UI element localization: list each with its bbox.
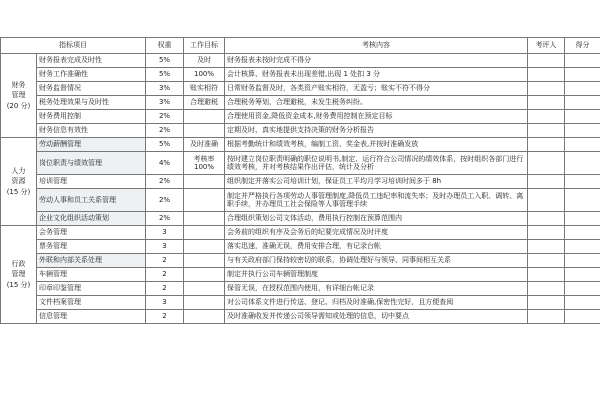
cell-score[interactable]	[565, 96, 600, 110]
cell-score[interactable]	[565, 124, 600, 138]
cell-target: 账实相符	[184, 82, 225, 96]
table-row	[1, 282, 600, 296]
cell-evaluator[interactable]	[528, 268, 565, 282]
cell-score[interactable]	[565, 82, 600, 96]
cell-score[interactable]	[565, 268, 600, 282]
header-row	[1, 38, 600, 54]
cell-weight: 3	[146, 240, 184, 254]
table-row	[1, 82, 600, 96]
cell-item: 岗位职责与绩效管理	[37, 152, 146, 175]
cell-item: 会务管理	[37, 226, 146, 240]
group-name: 人力	[11, 166, 26, 175]
cell-weight: 5%	[146, 138, 184, 152]
cell-target	[184, 268, 225, 282]
cell-evaluator[interactable]	[528, 189, 565, 212]
cell-target: 及时	[184, 54, 225, 68]
cell-content: 财务报表未按时完成不得分	[225, 54, 528, 68]
group-cell-finance	[1, 54, 37, 138]
cell-target	[184, 282, 225, 296]
group-cell-admin	[1, 226, 37, 324]
table-body	[1, 54, 600, 324]
cell-content: 对公司体系文件进行传送、登记、归档及时准确,保密性完好，且方便查阅	[225, 296, 528, 310]
cell-weight: 2%	[146, 110, 184, 124]
cell-target	[184, 254, 225, 268]
group-sub: 管理	[11, 91, 26, 100]
cell-target	[184, 175, 225, 189]
assessment-table	[0, 37, 600, 324]
header-content: 考核内容	[225, 38, 528, 54]
table-row	[1, 152, 600, 175]
cell-evaluator[interactable]	[528, 96, 565, 110]
cell-target	[184, 310, 225, 324]
group-name: 行政	[11, 259, 26, 268]
cell-content: 根据考勤统计和绩效考核，编制工资、奖金表,并按时准确发放	[225, 138, 528, 152]
table-row	[1, 96, 600, 110]
cell-item: 财务报表完成及时性	[37, 54, 146, 68]
cell-content: 合理税务筹划，合理避税，未发生税务纠纷。	[225, 96, 528, 110]
cell-item: 劳动人事和员工关系管理	[37, 189, 146, 212]
header-score: 得分	[565, 38, 600, 54]
cell-evaluator[interactable]	[528, 226, 565, 240]
cell-content: 定期及时、真实地提供支持决策的财务分析报告	[225, 124, 528, 138]
cell-evaluator[interactable]	[528, 175, 565, 189]
table-row	[1, 138, 600, 152]
cell-weight: 2%	[146, 124, 184, 138]
cell-item: 外联和内部关系处理	[37, 254, 146, 268]
cell-target	[184, 226, 225, 240]
cell-weight: 2	[146, 310, 184, 324]
cell-weight: 5%	[146, 68, 184, 82]
cell-evaluator[interactable]	[528, 82, 565, 96]
cell-score[interactable]	[565, 226, 600, 240]
table-row	[1, 268, 600, 282]
cell-content: 制定并执行公司车辆管理制度	[225, 268, 528, 282]
cell-content: 制定并严格执行各项劳动人事管理制度,降低员工违纪率和流失率；及时办理员工入职、调转、离职手续，并办理员工社会保险等人事管理手续	[225, 189, 528, 212]
table-row	[1, 296, 600, 310]
cell-target: 合理避税	[184, 96, 225, 110]
cell-evaluator[interactable]	[528, 152, 565, 175]
header-evaluator: 考评人	[528, 38, 565, 54]
cell-evaluator[interactable]	[528, 54, 565, 68]
table-row	[1, 310, 600, 324]
table-row	[1, 189, 600, 212]
cell-evaluator[interactable]	[528, 282, 565, 296]
cell-target	[184, 189, 225, 212]
cell-item: 财务费用控制	[37, 110, 146, 124]
cell-content: 会计核算、财务报表未出现差错,出现 1 处扣 3 分	[225, 68, 528, 82]
table-row	[1, 254, 600, 268]
group-score: (15 分)	[6, 280, 31, 289]
cell-evaluator[interactable]	[528, 138, 565, 152]
cell-evaluator[interactable]	[528, 310, 565, 324]
cell-item: 车辆管理	[37, 268, 146, 282]
cell-content: 按时建立岗位职责明确的职位说明书,制定、运行符合公司情况的绩效体系，按时组织各部门进行绩效考核，并对考核结果作出评估，统计及分析	[225, 152, 528, 175]
cell-score[interactable]	[565, 54, 600, 68]
cell-score[interactable]	[565, 296, 600, 310]
header-target: 工作目标	[184, 38, 225, 54]
cell-target	[184, 240, 225, 254]
cell-item: 印章印鉴管理	[37, 282, 146, 296]
cell-weight: 2%	[146, 212, 184, 226]
cell-content: 合理组织策划公司文体活动，费用执行控制在预算范围内	[225, 212, 528, 226]
cell-target	[184, 212, 225, 226]
cell-item: 培训管理	[37, 175, 146, 189]
cell-score[interactable]	[565, 212, 600, 226]
cell-weight: 2	[146, 254, 184, 268]
cell-weight: 3%	[146, 96, 184, 110]
cell-content: 合理使用资金,降低资金成本,财务费用控制在预定目标	[225, 110, 528, 124]
cell-evaluator[interactable]	[528, 68, 565, 82]
header-weight: 权重	[146, 38, 184, 54]
table-row	[1, 54, 600, 68]
cell-content: 会务前的组织有序及会务后的纪要完成情况及时评度	[225, 226, 528, 240]
cell-target	[184, 110, 225, 124]
cell-item: 信息管理	[37, 310, 146, 324]
cell-score[interactable]	[565, 138, 600, 152]
cell-weight: 5%	[146, 54, 184, 68]
cell-score[interactable]	[565, 68, 600, 82]
cell-weight: 4%	[146, 152, 184, 175]
table-row	[1, 110, 600, 124]
cell-score[interactable]	[565, 189, 600, 212]
cell-target: 考核率 100%	[184, 152, 225, 175]
cell-score[interactable]	[565, 240, 600, 254]
group-sub: 资源	[11, 177, 26, 186]
cell-evaluator[interactable]	[528, 296, 565, 310]
cell-weight: 2%	[146, 175, 184, 189]
cell-item: 票务管理	[37, 240, 146, 254]
cell-item: 企业文化组织活动策划	[37, 212, 146, 226]
table-row	[1, 240, 600, 254]
cell-target	[184, 124, 225, 138]
cell-content: 落实迅速，准确无误，费用安排合理，有记录台帐	[225, 240, 528, 254]
cell-content: 保管无误，在授权范围内使用，有详细台帐记录	[225, 282, 528, 296]
cell-item: 税务处理效果与及时性	[37, 96, 146, 110]
cell-content: 与有关政府部门保持较密切的联系，协调处理好与领导、同事间相互关系	[225, 254, 528, 268]
table-row	[1, 124, 600, 138]
cell-item: 财务工作准确性	[37, 68, 146, 82]
header-indicator: 指标项目	[1, 38, 146, 54]
cell-weight: 3%	[146, 82, 184, 96]
cell-content: 组织制定并落实公司培训计划，保证员工平均月学习培训时间多于 8h	[225, 175, 528, 189]
group-score: (20 分)	[6, 101, 31, 110]
cell-evaluator[interactable]	[528, 212, 565, 226]
cell-score[interactable]	[565, 254, 600, 268]
cell-target	[184, 296, 225, 310]
cell-target: 及时准确	[184, 138, 225, 152]
cell-weight: 2	[146, 282, 184, 296]
cell-score[interactable]	[565, 152, 600, 175]
cell-item: 财务信息有效性	[37, 124, 146, 138]
cell-score[interactable]	[565, 282, 600, 296]
cell-score[interactable]	[565, 175, 600, 189]
table-row	[1, 175, 600, 189]
cell-weight: 3	[146, 296, 184, 310]
group-name: 财务	[11, 80, 26, 89]
cell-weight: 3	[146, 226, 184, 240]
cell-weight: 2%	[146, 189, 184, 212]
cell-score[interactable]	[565, 310, 600, 324]
cell-evaluator[interactable]	[528, 254, 565, 268]
group-sub: 管理	[11, 270, 26, 279]
cell-target: 100%	[184, 68, 225, 82]
cell-item: 文件档案管理	[37, 296, 146, 310]
cell-item: 劳动薪酬管理	[37, 138, 146, 152]
cell-weight: 2	[146, 268, 184, 282]
group-score: (15 分)	[6, 187, 31, 196]
cell-evaluator[interactable]	[528, 240, 565, 254]
cell-item: 财务监督情况	[37, 82, 146, 96]
cell-content: 日常财务监督及时，各类资产账实相符，无盈亏；账实不符不得分	[225, 82, 528, 96]
table-row	[1, 226, 600, 240]
cell-evaluator[interactable]	[528, 110, 565, 124]
table-row	[1, 68, 600, 82]
cell-score[interactable]	[565, 110, 600, 124]
cell-content: 及时准确收发并传递公司领导需知或处理的信息，切中要点	[225, 310, 528, 324]
table-row	[1, 212, 600, 226]
cell-evaluator[interactable]	[528, 124, 565, 138]
group-cell-hr	[1, 138, 37, 226]
